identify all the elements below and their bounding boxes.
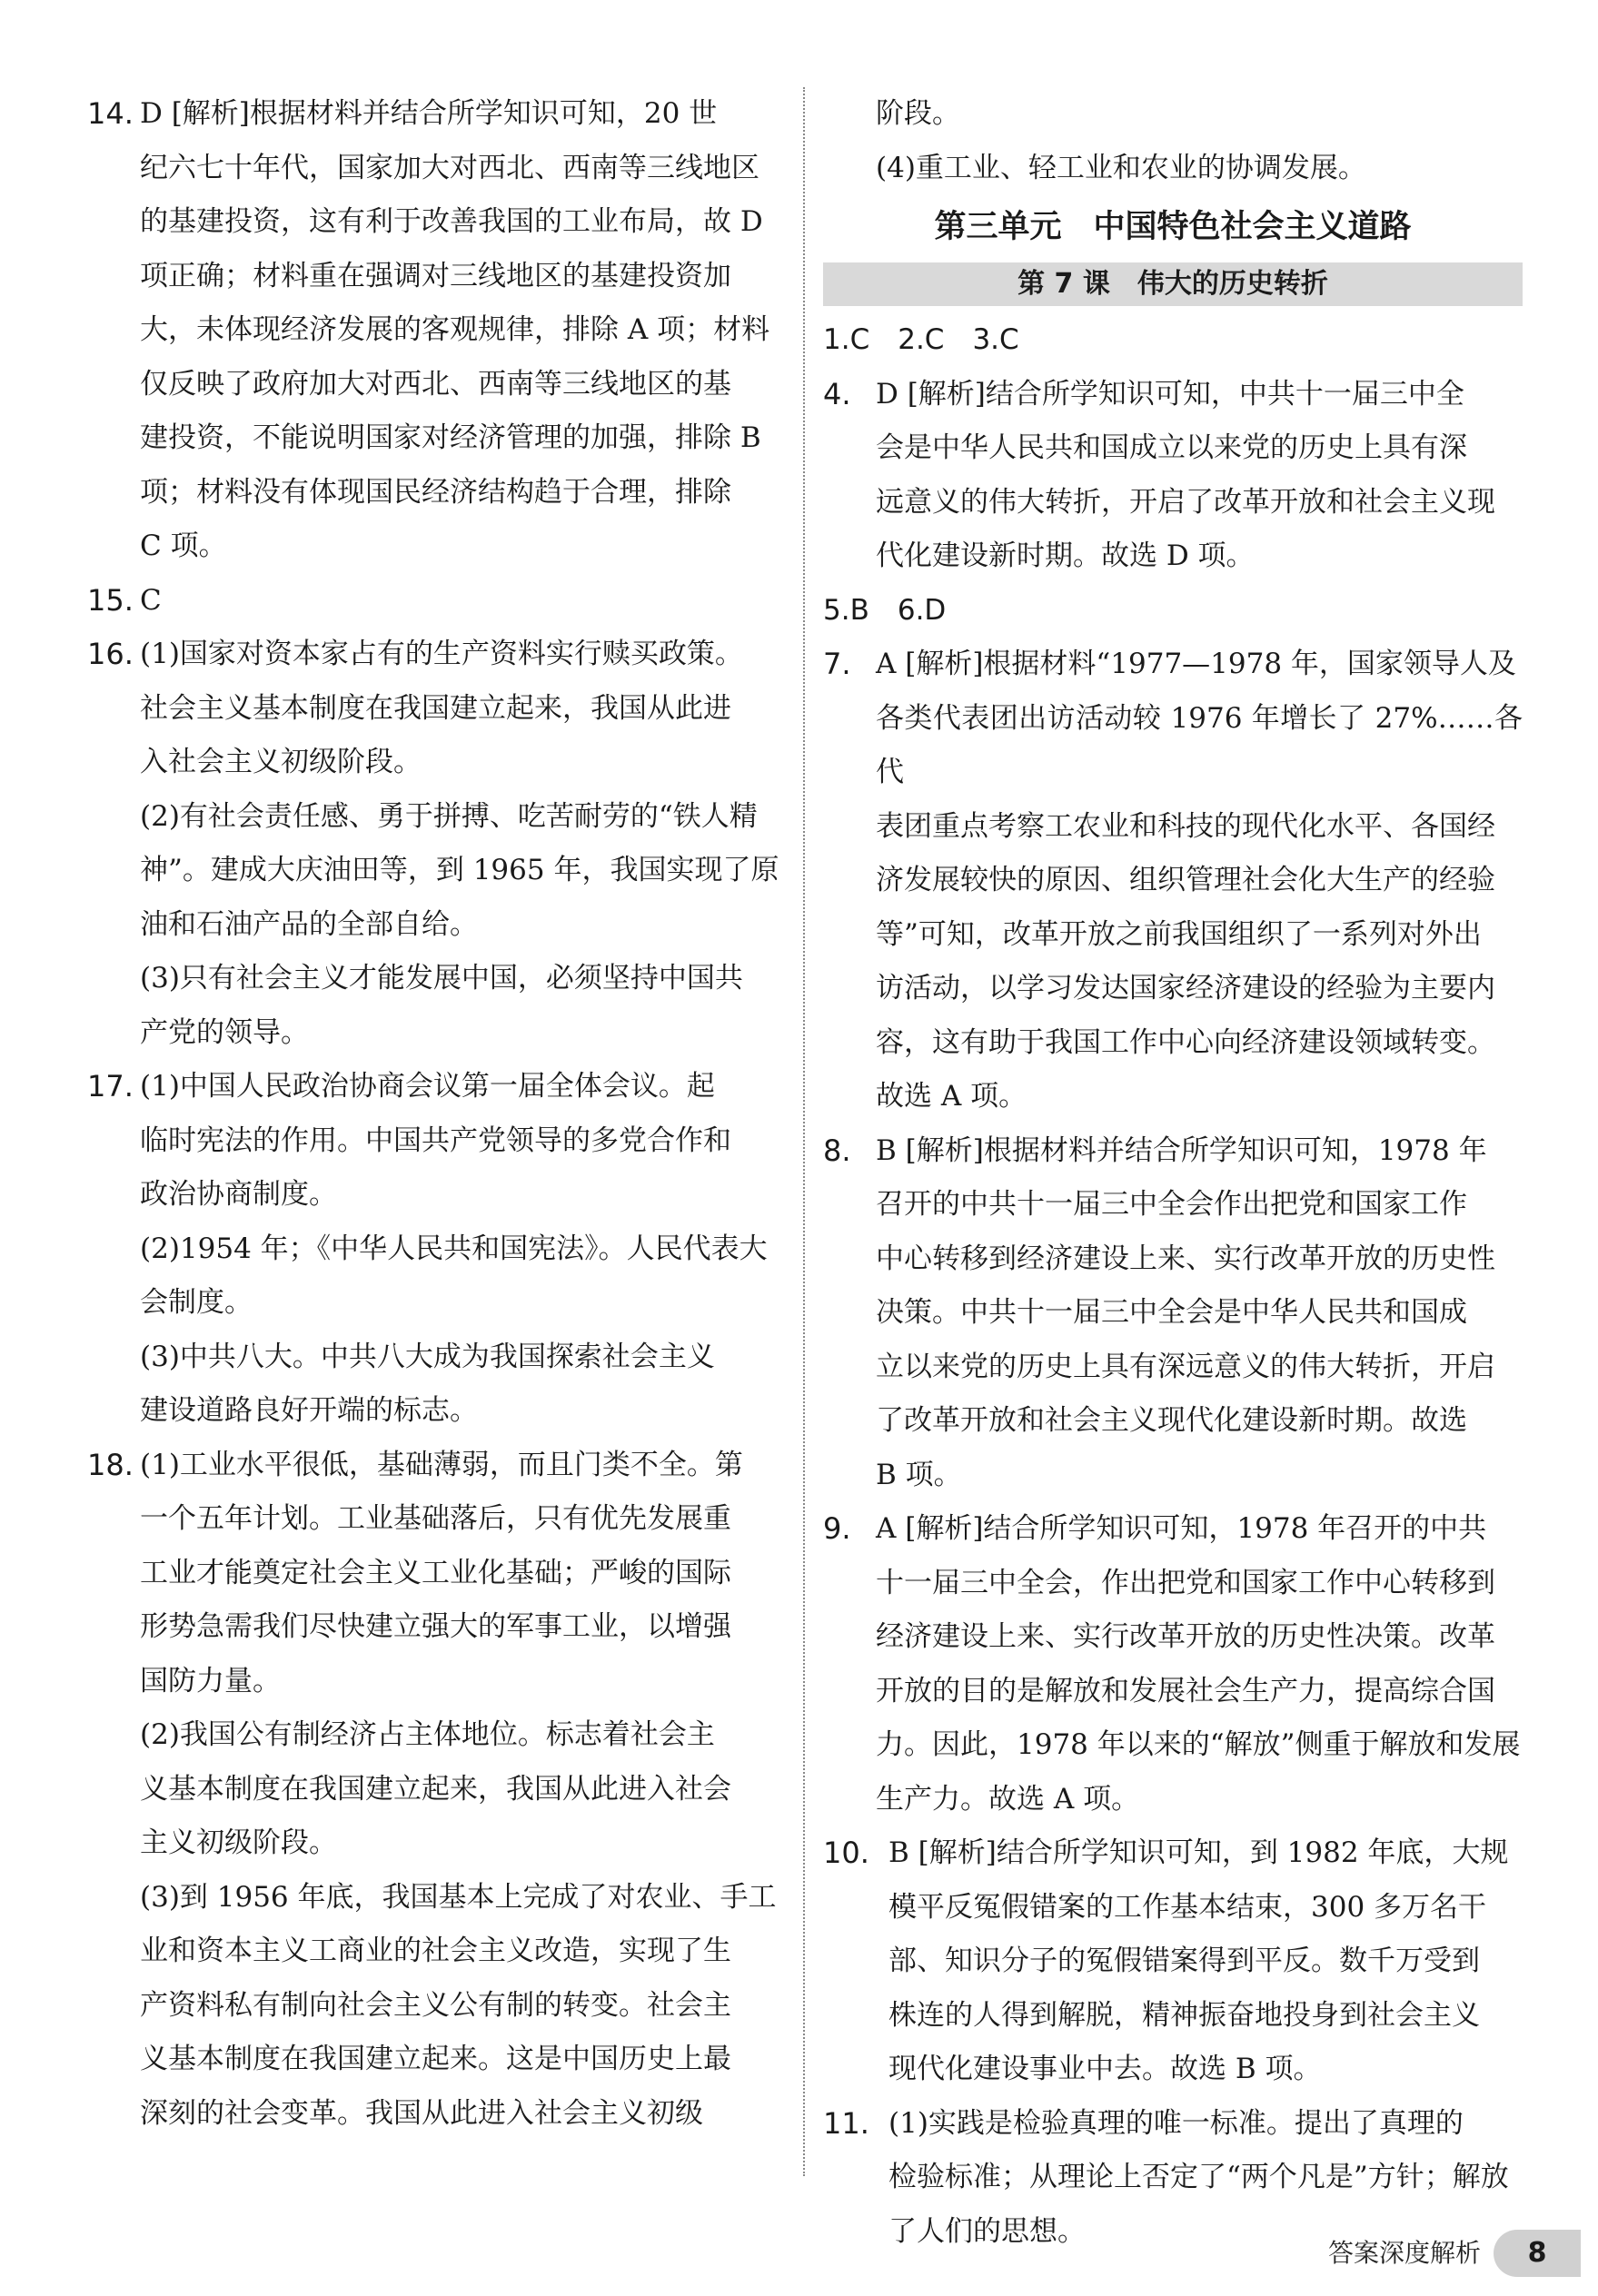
text-line: 义基本制度在我国建立起来。这是中国历史上最	[140, 2043, 731, 2075]
text-line: 现代化建设事业中去。故选 B 项。	[888, 2053, 1322, 2085]
answer-10	[823, 1826, 1523, 2097]
text-line: B [解析]结合所学知识可知，到 1982 年底，大规	[888, 1836, 1509, 1869]
answer-9	[823, 1502, 1523, 1826]
text-line: 一个五年计划。工业基础落后，只有优先发展重	[140, 1502, 731, 1535]
text-line: 模平反冤假错案的工作基本结束，300 多万名干	[888, 1890, 1487, 1924]
answer-number: 4.	[823, 376, 851, 411]
text-line: D [解析]结合所学知识可知，中共十一届三中全	[876, 377, 1464, 411]
text-line: 经济建设上来、实行改革开放的历史性决策。改革	[876, 1620, 1495, 1653]
footer-label: 答案深度解析	[1327, 2238, 1481, 2268]
text-line: 了改革开放和社会主义现代化建设新时期。故选	[876, 1404, 1467, 1437]
text-line: 义基本制度在我国建立起来，我国从此进入社会	[140, 1772, 731, 1806]
text-line: 项；材料没有体现国民经济结构趋于合理，排除	[140, 475, 731, 509]
text-line: (2)我国公有制经济占主体地位。标志着社会主	[140, 1718, 715, 1751]
unit-title: 第三单元 中国特色社会主义道路	[934, 209, 1412, 245]
text-line: 油和石油产品的全部自给。	[140, 907, 478, 941]
answer-number: 16.	[87, 637, 134, 671]
text-line: 了人们的思想。	[888, 2214, 1086, 2248]
text-line: 株连的人得到解脱，精神振奋地投身到社会主义	[888, 1998, 1480, 2032]
text-line: C	[140, 583, 162, 617]
text-line: 入社会主义初级阶段。	[140, 746, 422, 778]
text-line: 济发展较快的原因、组织管理社会化大生产的经验	[876, 864, 1495, 896]
page-footer	[1290, 2230, 1581, 2277]
text-line: D [解析]根据材料并结合所学知识可知，20 世	[140, 97, 718, 130]
answer-text	[140, 87, 787, 574]
text-line: (3)只有社会主义才能发展中国，必须坚持中国共	[140, 962, 743, 995]
answer-17	[87, 1060, 787, 1439]
text-line: 访活动，以学习发达国家经济建设的经验为主要内	[876, 972, 1495, 1004]
answer-number: 8.	[823, 1133, 851, 1168]
text-line: 项正确；材料重在强调对三线地区的基建投资加	[140, 259, 731, 292]
text-line: 工业才能奠定社会主义工业化基础；严峻的国际	[140, 1556, 731, 1589]
text-line: 产党的领导。	[140, 1015, 309, 1049]
answer-number: 18.	[87, 1447, 134, 1482]
answer-14	[87, 87, 787, 574]
text-line: 代化建设新时期。故选 D 项。	[876, 539, 1255, 572]
text-line: (2)1954 年；《中华人民共和国宪法》。人民代表大	[140, 1232, 768, 1265]
answer-7	[823, 638, 1523, 1124]
text-line: (2)有社会责任感、勇于拼搏、吃苦耐劳的“铁人精	[140, 799, 758, 833]
answer-18	[87, 1439, 787, 2142]
text-line: C 项。	[140, 529, 227, 562]
text-line: 各类代表团出访活动较 1976 年增长了 27%……各代	[876, 701, 1523, 788]
text-line: 政治协商制度。	[140, 1178, 337, 1211]
text-line: (1)工业水平很低，基础薄弱，而且门类不全。第	[140, 1448, 743, 1481]
text-line: B [解析]根据材料并结合所学知识可知，1978 年	[876, 1133, 1487, 1167]
answers-5-6: 5.B 6.D	[823, 593, 947, 627]
text-line: 主义初级阶段。	[140, 1826, 337, 1859]
text-line: 远意义的伟大转折，开启了改革开放和社会主义现	[876, 485, 1495, 519]
text-line: 会是中华人民共和国成立以来党的历史上具有深	[876, 431, 1467, 464]
text-line: 立以来党的历史上具有深远意义的伟大转折，开启	[876, 1350, 1495, 1383]
lesson-title: 第 7 课 伟大的历史转折	[823, 262, 1523, 306]
answer-16	[87, 628, 787, 1060]
text-line: 大，未体现经济发展的客观规律，排除 A 项；材料	[140, 313, 770, 346]
text-line: 的基建投资，这有利于改善我国的工业布局，故 D	[140, 205, 763, 238]
text-line: (3)中共八大。中共八大成为我国探索社会主义	[140, 1340, 715, 1373]
text-line: B 项。	[876, 1458, 962, 1491]
text-line: 生产力。故选 A 项。	[876, 1782, 1140, 1816]
page-number: 8	[1494, 2230, 1581, 2277]
text-line: 召开的中共十一届三中全会作出把党和国家工作	[876, 1188, 1467, 1221]
text-line: 业和资本主义工商业的社会主义改造，实现了生	[140, 1935, 731, 1967]
answers-1-3: 1.C 2.C 3.C	[823, 323, 1019, 356]
text-line: 神”。建成大庆油田等，到 1965 年，我国实现了原	[140, 854, 779, 886]
text-line: 阶段。	[876, 97, 960, 130]
text-line: 社会主义基本制度在我国建立起来，我国从此进	[140, 691, 731, 725]
answer-18-continued	[823, 87, 1523, 195]
left-column	[87, 87, 787, 2141]
answer-4	[823, 368, 1523, 584]
text-line: (1)中国人民政治协商会议第一届全体会议。起	[140, 1070, 715, 1103]
text-line: 产资料私有制向社会主义公有制的转变。社会主	[140, 1988, 731, 2022]
answer-number: 10.	[823, 1836, 869, 1870]
text-line: 检验标准；从理论上否定了“两个凡是”方针；解放	[888, 2161, 1509, 2193]
text-line: (4)重工业、轻工业和农业的协调发展。	[876, 151, 1366, 184]
text-line: 部、知识分子的冤假错案得到平反。数千万受到	[888, 1945, 1480, 1977]
text-line: 容，这有助于我国工作中心向经济建设领域转变。	[876, 1025, 1495, 1059]
text-line: A [解析]根据材料“1977—1978 年，国家领导人及	[876, 648, 1516, 680]
text-line: 开放的目的是解放和发展社会生产力，提高综合国	[876, 1674, 1495, 1707]
text-line: 故选 A 项。	[876, 1080, 1027, 1113]
answer-number: 17.	[87, 1069, 134, 1103]
text-line: 纪六七十年代，国家加大对西北、西南等三线地区	[140, 151, 759, 184]
answer-number: 15.	[87, 582, 134, 618]
text-line: 国防力量。	[140, 1664, 281, 1697]
text-line: 建设道路良好开端的标志。	[140, 1394, 478, 1427]
text-line: (1)实践是检验真理的唯一标准。提出了真理的	[888, 2106, 1464, 2140]
text-line: 临时宪法的作用。中国共产党领导的多党合作和	[140, 1123, 731, 1157]
text-line: (1)国家对资本家占有的生产资料实行赎买政策。	[140, 638, 743, 670]
answer-8	[823, 1124, 1523, 1503]
text-line: 仅反映了政府加大对西北、西南等三线地区的基	[140, 367, 731, 401]
text-line: 决策。中共十一届三中全会是中华人民共和国成	[876, 1296, 1467, 1329]
text-line: 力。因此，1978 年以来的“解放”侧重于解放和发展	[876, 1728, 1521, 1761]
text-line: 等”可知，改革开放之前我国组织了一系列对外出	[876, 917, 1482, 951]
right-column	[823, 87, 1523, 2259]
answer-number: 11.	[823, 2105, 869, 2141]
text-line: 表团重点考察工农业和科技的现代化水平、各国经	[876, 809, 1495, 843]
answer-number: 7.	[823, 647, 851, 681]
text-line: 会制度。	[140, 1286, 253, 1319]
column-divider	[803, 87, 805, 2176]
text-line: 建投资，不能说明国家对经济管理的加强，排除 B	[140, 421, 761, 454]
text-line: (3)到 1956 年底，我国基本上完成了对农业、手工	[140, 1880, 777, 1914]
text-line: A [解析]结合所学知识可知，1978 年召开的中共	[876, 1512, 1487, 1545]
text-line: 形势急需我们尽快建立强大的军事工业，以增强	[140, 1610, 731, 1643]
answer-number: 14.	[87, 96, 134, 131]
text-line: 深刻的社会变革。我国从此进入社会主义初级	[140, 2096, 703, 2130]
text-line: 十一届三中全会，作出把党和国家工作中心转移到	[876, 1566, 1495, 1599]
answer-number: 9.	[823, 1511, 851, 1546]
text-line: 中心转移到经济建设上来、实行改革开放的历史性	[876, 1242, 1495, 1275]
answer-15	[87, 574, 787, 628]
